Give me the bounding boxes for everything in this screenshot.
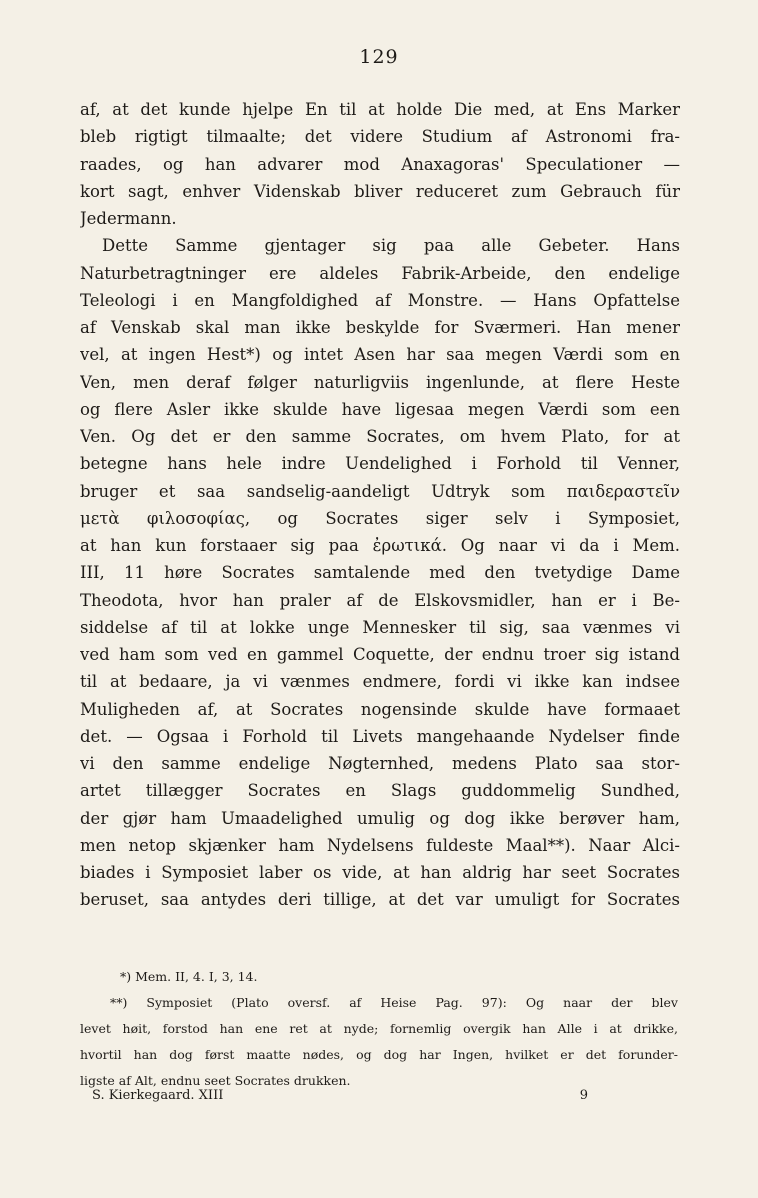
text-line: at han kun forstaaer sig paa ἐρωτικά. Og naar vi da i Mem. (80, 536, 680, 555)
text-line: og flere Asler ikke skulde have ligesaa megen Værdi som een (80, 399, 680, 419)
text-line: vel, at ingen Hest*) og intet Asen har saa megen Værdi som en (80, 345, 680, 365)
signature-mark: S. Kierkegaard. XIII (92, 1088, 224, 1103)
text-line: Ven, men deraf følger naturligviis ingenlunde, at flere Heste (80, 372, 680, 392)
text-line: Jedermann. (80, 209, 177, 228)
text-line: biades i Symposiet laber os vide, at han aldrig har seet Socrates (80, 863, 680, 882)
footnote-2-line-3: hvortil han dog først maatte nødes, og dog har Ingen, hvilket er det forunder- (80, 1047, 678, 1062)
text-line: men netop skjænker ham Nydelsens fuldeste Maal**). Naar Alci- (80, 835, 680, 855)
text-line: Naturbetragtninger ere aldeles Fabrik-Arbeide, den endelige (80, 263, 680, 283)
text-line: kort sagt, enhver Videnskab bliver reduceret zum Gebrauch für (80, 181, 680, 201)
sheet-number: 9 (579, 1088, 588, 1103)
text-line: af Venskab skal man ikke beskylde for Sværmeri. Han mener (80, 318, 680, 337)
text-line: det. — Ogsaa i Forhold til Livets mangehaande Nydelser finde (80, 726, 680, 746)
footnote-1: *) Mem. II, 4. I, 3, 14. (120, 969, 258, 984)
text-line: Theodota, hvor han praler af de Elskovsmidler, han er i Be- (80, 590, 680, 610)
signature-line (92, 1088, 588, 1103)
body-text (80, 96, 680, 914)
text-line: af, at det kunde hjelpe En til at holde Die med, at Ens Marker (80, 100, 680, 119)
footnotes (80, 964, 678, 1094)
text-line: artet tillægger Socrates en Slags guddommelig Sundhed, (80, 781, 680, 801)
text-line: beruset, saa antydes deri tillige, at det var umuligt for Socrates (80, 890, 680, 910)
footnote-2-line-2: levet høit, forstod han ene ret at nyde; fornemlig overgik han Alle i at drikke, (80, 1021, 678, 1036)
text-line: μετὰ φιλοσοφίας, og Socrates siger selv i Symposiet, (80, 508, 680, 528)
text-line: Teleologi i en Mangfoldighed af Monstre. — Hans Opfattelse (80, 290, 680, 310)
text-line: der gjør ham Umaadelighed umulig og dog ikke berøver ham, (80, 808, 680, 828)
text-line: ved ham som ved en gammel Coquette, der endnu troer sig istand (80, 645, 680, 664)
text-line: raades, og han advarer mod Anaxagoras' Speculationer — (80, 154, 680, 174)
text-line: bruger et saa sandselig-aandeligt Udtryk som παιδεραστεῖν (80, 481, 680, 501)
text-line: bleb rigtigt tilmaalte; det videre Studium af Astronomi fra- (80, 127, 680, 147)
text-line: betegne hans hele indre Uendelighed i Forhold til Venner, (80, 454, 680, 474)
page-number: 129 (359, 46, 399, 68)
text-line: Dette Samme gjentager sig paa alle Gebeter. Hans (102, 236, 680, 256)
footnote-2-line-4: ligste af Alt, endnu seet Socrates drukken. (80, 1073, 351, 1088)
text-line: Muligheden af, at Socrates nogensinde skulde have formaaet (80, 699, 680, 719)
text-line: vi den samme endelige Nøgternhed, medens Plato saa stor- (80, 754, 680, 773)
text-line: til at bedaare, ja vi vænmes endmere, fordi vi ikke kan indsee (80, 672, 680, 692)
text-line: III, 11 høre Socrates samtalende med den tvetydige Dame (80, 563, 680, 583)
footnote-2-line-1: **) Symposiet (Plato oversf. af Heise Pag. 97): Og naar der blev (110, 995, 678, 1010)
text-line: siddelse af til at lokke unge Mennesker til sig, saa vænmes vi (80, 617, 680, 637)
text-line: Ven. Og det er den samme Socrates, om hvem Plato, for at (80, 427, 680, 446)
